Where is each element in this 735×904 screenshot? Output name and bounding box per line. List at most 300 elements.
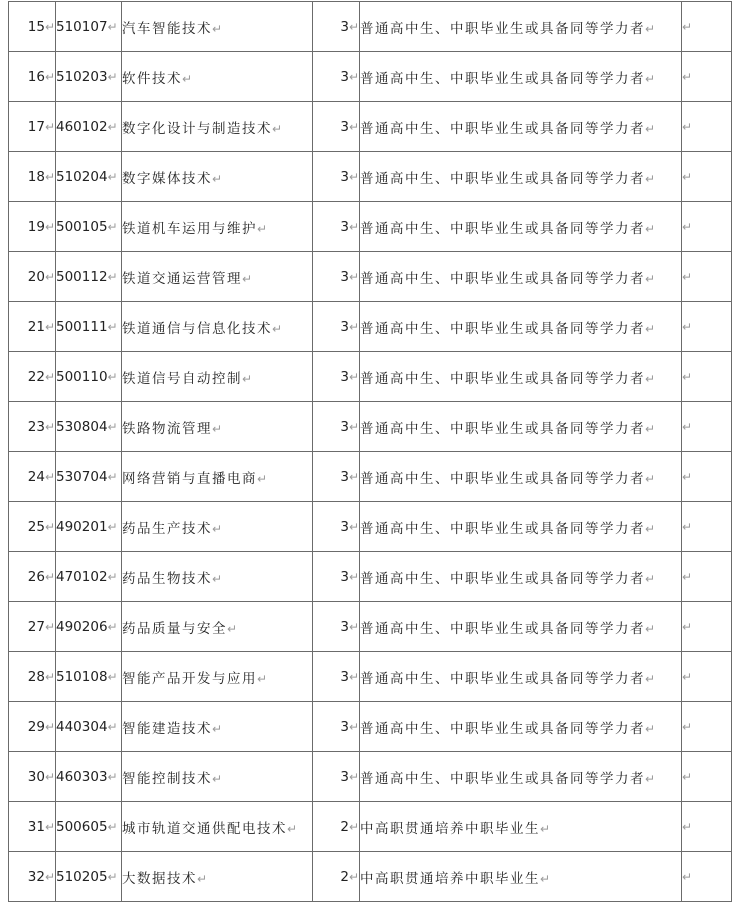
paragraph-mark-icon: ↵ xyxy=(44,319,55,334)
program-table xyxy=(8,1,732,902)
program-code-text: 510205 xyxy=(56,868,108,885)
row-number-text: 17 xyxy=(27,118,45,135)
paragraph-mark-icon: ↵ xyxy=(182,71,193,86)
row-number-text: 26 xyxy=(27,568,45,585)
table-row xyxy=(9,402,732,452)
paragraph-mark-icon: ↵ xyxy=(242,371,253,386)
program-code xyxy=(56,602,122,652)
paragraph-mark-icon: ↵ xyxy=(107,569,118,584)
study-years-text: 3 xyxy=(340,268,349,285)
admission-requirement xyxy=(360,352,682,402)
program-name xyxy=(122,652,313,702)
study-years xyxy=(313,852,360,902)
admission-requirement xyxy=(360,302,682,352)
paragraph-mark-icon: ↵ xyxy=(348,119,359,134)
study-years-text: 3 xyxy=(340,18,349,35)
study-years-text: 3 xyxy=(340,618,349,635)
table-row xyxy=(9,502,732,552)
row-number-text: 23 xyxy=(27,418,45,435)
admission-requirement-text: 普通高中生、中职毕业生或具备同等学力者 xyxy=(360,770,645,787)
paragraph-mark-icon: ↵ xyxy=(682,319,693,334)
table-row xyxy=(9,202,732,252)
row-number-text: 27 xyxy=(27,618,45,635)
program-code xyxy=(56,652,122,702)
program-name xyxy=(122,152,313,202)
paragraph-mark-icon: ↵ xyxy=(44,869,55,884)
note-cell xyxy=(682,652,732,702)
program-code xyxy=(56,152,122,202)
paragraph-mark-icon: ↵ xyxy=(682,669,693,684)
paragraph-mark-icon: ↵ xyxy=(257,671,268,686)
program-code-text: 500105 xyxy=(56,218,108,235)
study-years-text: 3 xyxy=(340,318,349,335)
study-years-text: 2 xyxy=(340,818,349,835)
paragraph-mark-icon: ↵ xyxy=(682,219,693,234)
row-number xyxy=(9,702,56,752)
paragraph-mark-icon: ↵ xyxy=(348,19,359,34)
study-years-text: 3 xyxy=(340,168,349,185)
program-code-text: 440304 xyxy=(56,718,108,735)
admission-requirement-text: 普通高中生、中职毕业生或具备同等学力者 xyxy=(360,170,645,187)
paragraph-mark-icon: ↵ xyxy=(682,769,693,784)
paragraph-mark-icon: ↵ xyxy=(348,419,359,434)
admission-requirement-text: 普通高中生、中职毕业生或具备同等学力者 xyxy=(360,720,645,737)
program-code xyxy=(56,2,122,52)
study-years xyxy=(313,2,360,52)
paragraph-mark-icon: ↵ xyxy=(44,369,55,384)
paragraph-mark-icon: ↵ xyxy=(348,569,359,584)
study-years xyxy=(313,752,360,802)
paragraph-mark-icon: ↵ xyxy=(107,869,118,884)
study-years-text: 2 xyxy=(340,868,349,885)
paragraph-mark-icon: ↵ xyxy=(44,519,55,534)
admission-requirement xyxy=(360,602,682,652)
program-code-text: 500605 xyxy=(56,818,108,835)
admission-requirement xyxy=(360,52,682,102)
study-years xyxy=(313,452,360,502)
program-code xyxy=(56,752,122,802)
note-cell xyxy=(682,502,732,552)
paragraph-mark-icon: ↵ xyxy=(44,719,55,734)
paragraph-mark-icon: ↵ xyxy=(212,171,223,186)
admission-requirement-text: 普通高中生、中职毕业生或具备同等学力者 xyxy=(360,370,645,387)
row-number-text: 31 xyxy=(27,818,45,835)
admission-requirement-text: 普通高中生、中职毕业生或具备同等学力者 xyxy=(360,670,645,687)
paragraph-mark-icon: ↵ xyxy=(682,619,693,634)
note-cell xyxy=(682,402,732,452)
study-years-text: 3 xyxy=(340,118,349,135)
paragraph-mark-icon: ↵ xyxy=(348,819,359,834)
note-cell xyxy=(682,552,732,602)
paragraph-mark-icon: ↵ xyxy=(197,871,208,886)
paragraph-mark-icon: ↵ xyxy=(682,719,693,734)
row-number xyxy=(9,252,56,302)
row-number xyxy=(9,402,56,452)
paragraph-mark-icon: ↵ xyxy=(348,519,359,534)
note-cell xyxy=(682,102,732,152)
paragraph-mark-icon: ↵ xyxy=(107,819,118,834)
table-row xyxy=(9,802,732,852)
row-number-text: 18 xyxy=(27,168,45,185)
program-code xyxy=(56,502,122,552)
paragraph-mark-icon: ↵ xyxy=(682,519,693,534)
admission-requirement xyxy=(360,502,682,552)
paragraph-mark-icon: ↵ xyxy=(682,869,693,884)
paragraph-mark-icon: ↵ xyxy=(645,71,656,86)
note-cell xyxy=(682,52,732,102)
paragraph-mark-icon: ↵ xyxy=(682,269,693,284)
row-number-text: 32 xyxy=(27,868,45,885)
note-cell xyxy=(682,252,732,302)
study-years-text: 3 xyxy=(340,768,349,785)
paragraph-mark-icon: ↵ xyxy=(645,721,656,736)
paragraph-mark-icon: ↵ xyxy=(44,569,55,584)
paragraph-mark-icon: ↵ xyxy=(272,321,283,336)
admission-requirement xyxy=(360,802,682,852)
admission-requirement-text: 中高职贯通培养中职毕业生 xyxy=(360,820,540,837)
paragraph-mark-icon: ↵ xyxy=(682,369,693,384)
study-years-text: 3 xyxy=(340,218,349,235)
paragraph-mark-icon: ↵ xyxy=(44,819,55,834)
program-name-text: 铁道交通运营管理 xyxy=(122,270,242,287)
study-years-text: 3 xyxy=(340,468,349,485)
admission-requirement-text: 普通高中生、中职毕业生或具备同等学力者 xyxy=(360,220,645,237)
paragraph-mark-icon: ↵ xyxy=(107,169,118,184)
program-name xyxy=(122,852,313,902)
admission-requirement-text: 普通高中生、中职毕业生或具备同等学力者 xyxy=(360,120,645,137)
row-number-text: 21 xyxy=(27,318,45,335)
program-name-text: 数字化设计与制造技术 xyxy=(122,120,272,137)
table-row xyxy=(9,302,732,352)
paragraph-mark-icon: ↵ xyxy=(348,469,359,484)
program-name-text: 大数据技术 xyxy=(122,870,197,887)
admission-requirement-text: 普通高中生、中职毕业生或具备同等学力者 xyxy=(360,470,645,487)
paragraph-mark-icon: ↵ xyxy=(107,469,118,484)
paragraph-mark-icon: ↵ xyxy=(645,621,656,636)
program-code-text: 460303 xyxy=(56,768,108,785)
paragraph-mark-icon: ↵ xyxy=(44,169,55,184)
table-row xyxy=(9,352,732,402)
paragraph-mark-icon: ↵ xyxy=(682,119,693,134)
note-cell xyxy=(682,2,732,52)
paragraph-mark-icon: ↵ xyxy=(212,721,223,736)
study-years xyxy=(313,702,360,752)
program-name xyxy=(122,352,313,402)
table-row xyxy=(9,52,732,102)
paragraph-mark-icon: ↵ xyxy=(682,19,693,34)
program-code-text: 500112 xyxy=(56,268,108,285)
table-row xyxy=(9,102,732,152)
paragraph-mark-icon: ↵ xyxy=(348,669,359,684)
program-name-text: 药品质量与安全 xyxy=(122,620,227,637)
paragraph-mark-icon: ↵ xyxy=(107,669,118,684)
program-code xyxy=(56,552,122,602)
paragraph-mark-icon: ↵ xyxy=(272,121,283,136)
paragraph-mark-icon: ↵ xyxy=(348,69,359,84)
admission-requirement-text: 普通高中生、中职毕业生或具备同等学力者 xyxy=(360,420,645,437)
paragraph-mark-icon: ↵ xyxy=(645,221,656,236)
paragraph-mark-icon: ↵ xyxy=(107,219,118,234)
paragraph-mark-icon: ↵ xyxy=(212,521,223,536)
admission-requirement xyxy=(360,702,682,752)
paragraph-mark-icon: ↵ xyxy=(682,169,693,184)
study-years xyxy=(313,402,360,452)
program-code-text: 500111 xyxy=(56,318,108,335)
program-name xyxy=(122,602,313,652)
row-number-text: 16 xyxy=(27,68,45,85)
paragraph-mark-icon: ↵ xyxy=(348,719,359,734)
row-number xyxy=(9,552,56,602)
row-number-text: 24 xyxy=(27,468,45,485)
note-cell xyxy=(682,852,732,902)
row-number xyxy=(9,652,56,702)
paragraph-mark-icon: ↵ xyxy=(682,419,693,434)
paragraph-mark-icon: ↵ xyxy=(645,171,656,186)
program-code xyxy=(56,352,122,402)
study-years-text: 3 xyxy=(340,718,349,735)
program-code xyxy=(56,52,122,102)
row-number xyxy=(9,452,56,502)
study-years xyxy=(313,52,360,102)
paragraph-mark-icon: ↵ xyxy=(242,271,253,286)
program-code-text: 490201 xyxy=(56,518,108,535)
paragraph-mark-icon: ↵ xyxy=(107,69,118,84)
paragraph-mark-icon: ↵ xyxy=(107,119,118,134)
paragraph-mark-icon: ↵ xyxy=(44,119,55,134)
study-years xyxy=(313,652,360,702)
program-name xyxy=(122,52,313,102)
program-name xyxy=(122,502,313,552)
admission-requirement-text: 中高职贯通培养中职毕业生 xyxy=(360,870,540,887)
study-years xyxy=(313,202,360,252)
paragraph-mark-icon: ↵ xyxy=(212,21,223,36)
study-years xyxy=(313,252,360,302)
program-name xyxy=(122,702,313,752)
row-number xyxy=(9,102,56,152)
admission-requirement-text: 普通高中生、中职毕业生或具备同等学力者 xyxy=(360,20,645,37)
paragraph-mark-icon: ↵ xyxy=(645,521,656,536)
program-code xyxy=(56,202,122,252)
paragraph-mark-icon: ↵ xyxy=(348,219,359,234)
paragraph-mark-icon: ↵ xyxy=(107,519,118,534)
program-name xyxy=(122,402,313,452)
paragraph-mark-icon: ↵ xyxy=(107,419,118,434)
paragraph-mark-icon: ↵ xyxy=(44,19,55,34)
study-years xyxy=(313,352,360,402)
row-number-text: 20 xyxy=(27,268,45,285)
admission-requirement xyxy=(360,652,682,702)
program-name-text: 铁道机车运用与维护 xyxy=(122,220,257,237)
paragraph-mark-icon: ↵ xyxy=(645,471,656,486)
paragraph-mark-icon: ↵ xyxy=(107,719,118,734)
study-years-text: 3 xyxy=(340,518,349,535)
program-code-text: 510107 xyxy=(56,18,108,35)
paragraph-mark-icon: ↵ xyxy=(682,469,693,484)
admission-requirement xyxy=(360,152,682,202)
table-row xyxy=(9,252,732,302)
program-code xyxy=(56,102,122,152)
paragraph-mark-icon: ↵ xyxy=(44,219,55,234)
admission-requirement-text: 普通高中生、中职毕业生或具备同等学力者 xyxy=(360,520,645,537)
table-row xyxy=(9,2,732,52)
admission-requirement xyxy=(360,752,682,802)
program-code-text: 490206 xyxy=(56,618,108,635)
paragraph-mark-icon: ↵ xyxy=(348,769,359,784)
admission-requirement xyxy=(360,2,682,52)
program-name-text: 智能建造技术 xyxy=(122,720,212,737)
table-row xyxy=(9,852,732,902)
program-name xyxy=(122,302,313,352)
row-number xyxy=(9,302,56,352)
program-name xyxy=(122,252,313,302)
program-name-text: 网络营销与直播电商 xyxy=(122,470,257,487)
program-code xyxy=(56,802,122,852)
paragraph-mark-icon: ↵ xyxy=(645,671,656,686)
admission-requirement xyxy=(360,452,682,502)
paragraph-mark-icon: ↵ xyxy=(645,571,656,586)
study-years xyxy=(313,102,360,152)
paragraph-mark-icon: ↵ xyxy=(682,819,693,834)
row-number xyxy=(9,752,56,802)
admission-requirement xyxy=(360,402,682,452)
study-years-text: 3 xyxy=(340,418,349,435)
program-name-text: 智能控制技术 xyxy=(122,770,212,787)
row-number xyxy=(9,2,56,52)
row-number-text: 28 xyxy=(27,668,45,685)
paragraph-mark-icon: ↵ xyxy=(212,771,223,786)
program-name xyxy=(122,102,313,152)
paragraph-mark-icon: ↵ xyxy=(107,19,118,34)
table-row xyxy=(9,752,732,802)
paragraph-mark-icon: ↵ xyxy=(257,471,268,486)
note-cell xyxy=(682,802,732,852)
paragraph-mark-icon: ↵ xyxy=(645,121,656,136)
program-code xyxy=(56,402,122,452)
admission-requirement-text: 普通高中生、中职毕业生或具备同等学力者 xyxy=(360,620,645,637)
program-code xyxy=(56,252,122,302)
table-row xyxy=(9,552,732,602)
admission-requirement-text: 普通高中生、中职毕业生或具备同等学力者 xyxy=(360,270,645,287)
row-number xyxy=(9,152,56,202)
row-number-text: 15 xyxy=(27,18,45,35)
row-number xyxy=(9,202,56,252)
row-number-text: 19 xyxy=(27,218,45,235)
row-number-text: 22 xyxy=(27,368,45,385)
program-table-body xyxy=(9,2,732,902)
row-number-text: 25 xyxy=(27,518,45,535)
table-row xyxy=(9,152,732,202)
note-cell xyxy=(682,302,732,352)
row-number xyxy=(9,52,56,102)
program-code-text: 510204 xyxy=(56,168,108,185)
study-years xyxy=(313,602,360,652)
paragraph-mark-icon: ↵ xyxy=(645,271,656,286)
program-code-text: 500110 xyxy=(56,368,108,385)
program-code xyxy=(56,302,122,352)
program-code xyxy=(56,702,122,752)
paragraph-mark-icon: ↵ xyxy=(682,69,693,84)
paragraph-mark-icon: ↵ xyxy=(257,221,268,236)
program-name-text: 铁道信号自动控制 xyxy=(122,370,242,387)
row-number-text: 30 xyxy=(27,768,45,785)
table-row xyxy=(9,452,732,502)
admission-requirement-text: 普通高中生、中职毕业生或具备同等学力者 xyxy=(360,70,645,87)
row-number xyxy=(9,502,56,552)
program-name-text: 汽车智能技术 xyxy=(122,20,212,37)
admission-requirement xyxy=(360,252,682,302)
admission-requirement-text: 普通高中生、中职毕业生或具备同等学力者 xyxy=(360,320,645,337)
program-name-text: 软件技术 xyxy=(122,70,182,87)
study-years xyxy=(313,152,360,202)
study-years xyxy=(313,502,360,552)
paragraph-mark-icon: ↵ xyxy=(348,169,359,184)
study-years-text: 3 xyxy=(340,368,349,385)
paragraph-mark-icon: ↵ xyxy=(682,569,693,584)
program-name xyxy=(122,752,313,802)
note-cell xyxy=(682,452,732,502)
paragraph-mark-icon: ↵ xyxy=(107,769,118,784)
admission-requirement-text: 普通高中生、中职毕业生或具备同等学力者 xyxy=(360,570,645,587)
paragraph-mark-icon: ↵ xyxy=(348,619,359,634)
program-name-text: 药品生物技术 xyxy=(122,570,212,587)
paragraph-mark-icon: ↵ xyxy=(44,269,55,284)
note-cell xyxy=(682,702,732,752)
paragraph-mark-icon: ↵ xyxy=(645,371,656,386)
admission-requirement xyxy=(360,552,682,602)
paragraph-mark-icon: ↵ xyxy=(540,871,551,886)
program-name-text: 铁道通信与信息化技术 xyxy=(122,320,272,337)
paragraph-mark-icon: ↵ xyxy=(44,419,55,434)
program-name-text: 智能产品开发与应用 xyxy=(122,670,257,687)
paragraph-mark-icon: ↵ xyxy=(287,821,298,836)
paragraph-mark-icon: ↵ xyxy=(44,469,55,484)
program-name xyxy=(122,802,313,852)
program-name xyxy=(122,552,313,602)
program-name xyxy=(122,202,313,252)
study-years-text: 3 xyxy=(340,68,349,85)
program-name-text: 药品生产技术 xyxy=(122,520,212,537)
program-code-text: 470102 xyxy=(56,568,108,585)
paragraph-mark-icon: ↵ xyxy=(348,319,359,334)
table-row xyxy=(9,602,732,652)
paragraph-mark-icon: ↵ xyxy=(348,269,359,284)
program-name xyxy=(122,452,313,502)
admission-requirement xyxy=(360,202,682,252)
paragraph-mark-icon: ↵ xyxy=(107,319,118,334)
program-code xyxy=(56,452,122,502)
paragraph-mark-icon: ↵ xyxy=(44,69,55,84)
table-row xyxy=(9,652,732,702)
program-name-text: 铁路物流管理 xyxy=(122,420,212,437)
study-years xyxy=(313,552,360,602)
paragraph-mark-icon: ↵ xyxy=(348,369,359,384)
paragraph-mark-icon: ↵ xyxy=(212,571,223,586)
paragraph-mark-icon: ↵ xyxy=(212,421,223,436)
program-name-text: 数字媒体技术 xyxy=(122,170,212,187)
paragraph-mark-icon: ↵ xyxy=(44,619,55,634)
note-cell xyxy=(682,752,732,802)
paragraph-mark-icon: ↵ xyxy=(44,669,55,684)
paragraph-mark-icon: ↵ xyxy=(107,369,118,384)
paragraph-mark-icon: ↵ xyxy=(645,321,656,336)
row-number xyxy=(9,852,56,902)
paragraph-mark-icon: ↵ xyxy=(645,771,656,786)
row-number xyxy=(9,602,56,652)
program-code-text: 510203 xyxy=(56,68,108,85)
program-code-text: 530704 xyxy=(56,468,108,485)
admission-requirement xyxy=(360,852,682,902)
program-name-text: 城市轨道交通供配电技术 xyxy=(122,820,287,837)
